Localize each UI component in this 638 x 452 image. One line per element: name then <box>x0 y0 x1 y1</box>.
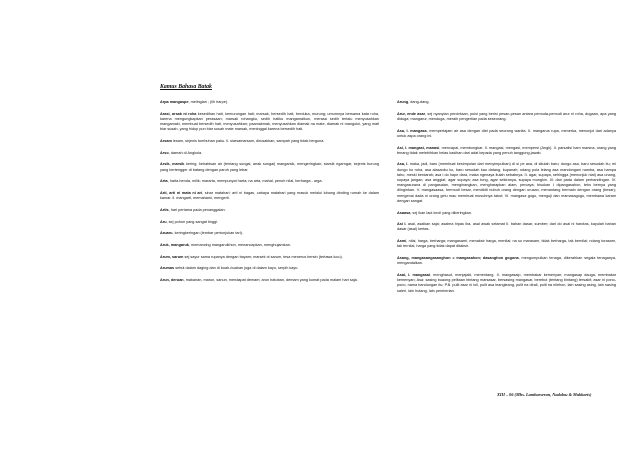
entry-definition: kering, kehabisan air (tentang sungai, anak sungai) mangarsik, mengeringkan; siarsik ngarngar, sejenis burung yang bertengger di batang dengan paruh yang lebar. <box>160 162 379 172</box>
entry-headword: Asai, I. mangasai <box>397 272 430 277</box>
entry-headword: Arti, arti ni mata ni ari <box>160 191 203 196</box>
dictionary-entry <box>397 222 616 232</box>
dictionary-entry <box>397 112 616 122</box>
entry-definition: , sej nyanyian percintaan, puisi yang berisi pesan-pesan antara pemuda-pemudi arur ni roha, dugaan, apa yang diduga; mangarur, menduga, meraih pengertian pada seseorang. <box>397 111 616 121</box>
entry-definition: , keringkeringan (lembar pertunjukan tari). <box>172 231 243 236</box>
dictionary-entry <box>397 129 616 139</box>
entry-definition: , harta benda, milik; mararta, mempunyai harta; na arta, mahal, penuh nilai, berharga - arga. <box>167 179 323 184</box>
entry-headword: Arumas <box>160 266 175 271</box>
entry-headword: Arsik, marsik <box>160 162 185 167</box>
entry-headword: Arun, deruan <box>160 278 184 283</box>
entry-definition: kesedihan hati, kemurungan hati; marsak, bersedih hati, berduka, murung; umumnya bersama kata roha, karena mengungkapkan perasaan; marsak rohangku, sedih hatiku mangamalkon, merasa sedih terlalu menyusahkan mangamaki, membuat bersedih hati, menyusahkan; paamakmak, menyusahkan diamak na mate, diamak ni mangoloi, yang mati biar susah, yang hidup pun biar susah mate marsak, meninggal karena bersedih hati. <box>160 111 379 132</box>
entry-definition: , hari pertama pada penanggalan. <box>168 207 226 212</box>
entry-headword: Aruk, mangaruk <box>160 243 189 248</box>
entry-definition: , menghasut, menjajaki, menentang. II. mangasaip, membakar kemenyan; mangasap dauga, membakar kemenyan; Asa: sasing buaong pelitaan bintang marsasar, bersasing mangasar, berebut (tentang bintang) tersakit; asar ni pono-pono, nama bandungan itu; P.B. pulit asar ni loli, pulit asa leangleang, pulit na dirali, pulit na nilehon, lain sasing asing, lain sasing saleri, lain hutang, lain pemberian. <box>397 272 616 293</box>
document-footer: XIII – 06 (Mhs. Lamharseran, Nadalou & Makkaris) <box>497 392 592 397</box>
dictionary-entry <box>160 139 379 144</box>
entry-definition: , makanan, marun, sanun, mendapat demam; arun hatoban, demam yang kumat pada malam hari saja. <box>183 278 358 283</box>
dictionary-entry <box>397 100 616 105</box>
dictionary-entry <box>160 179 379 184</box>
dictionary-entry <box>160 243 379 248</box>
entry-definition: , nilai, harga, berharga; mangasami, menaksir harga, menilai; na so marasam, tidak berharga, tak bernilai; ndang torasam, tak ternilai, harga yang tidak dapat ditaksir. <box>397 239 616 249</box>
entry-definition: , sinar matahari; arti ni bagas, cahaya matahari yang masuk melalui lobang dinding rumah ke dalam kamar. ll. mangarti, memahami, mengerti. <box>160 191 379 201</box>
entry-headword: Asang, mangasangasanghon = mangasahon; dasanghon gogona <box>397 256 519 261</box>
entry-headword: Arung <box>397 100 409 104</box>
entry-definition: , mengumpulkan tenaga, dikerahkan segala tenaganya, mengandalkan. <box>397 256 616 266</box>
entry-headword: Arur, ende asar <box>397 111 426 116</box>
entry-definition: , sej pohon yang sangat tinggi. <box>166 219 219 224</box>
entry-headword: Arasi, arsak ni roha <box>160 111 197 116</box>
dictionary-entry <box>160 100 379 105</box>
dictionary-entry <box>397 273 616 294</box>
entry-headword: Arsam <box>160 139 172 144</box>
dictionary-entry <box>160 151 379 156</box>
entry-definition: sej sayur sama rupanya dengan bayam; marsek ni sarum, tesa menerus bersin (tertawa lucu). <box>183 254 343 259</box>
dictionary-entry <box>160 208 379 213</box>
entry-definition: , daerah di Angkola. <box>168 150 203 155</box>
dictionary-entry <box>160 191 379 201</box>
dictionary-entry <box>160 231 379 236</box>
entry-definition: lesam, sejenis tumbuhan paku. ll. siarsamarsam, dirusakkan, sampah yang tidak berguna. <box>171 139 325 144</box>
entry-headword: Asa, I. <box>397 162 409 167</box>
entry-headword: Aru <box>160 219 167 224</box>
dictionary-entry <box>160 278 379 283</box>
right-column <box>397 100 616 300</box>
entry-definition: , dang-dang. <box>408 100 430 104</box>
dictionary-entry <box>397 256 616 266</box>
entry-headword: Asaasa <box>397 210 411 215</box>
entry-headword: Arso <box>160 150 169 155</box>
entry-definition: asal, asalkan saja; asalma hipas iba, asal awak selamat II. bahan dasar, sumber; dari do asal ni harotas, kayulah bahan dasar (asal) kertas. <box>397 222 616 232</box>
dictionary-entry <box>397 146 616 156</box>
dictionary-entry <box>160 220 379 225</box>
dictionary-entry <box>160 266 379 271</box>
entry-definition: , melinglan ; (lih harpe). <box>188 100 229 104</box>
dictionary-entry <box>160 255 379 260</box>
dictionary-entry <box>397 211 616 216</box>
entry-headword: Aruaru <box>160 231 173 236</box>
entry-headword: Asi I. <box>397 222 407 227</box>
entry-headword: Asmi <box>397 239 407 244</box>
entry-definition: , mempertajam air asa dengan diet pada seorang wanita. II. mangarus rupa, menerka, menonjol dari adanya untuk aspa orang ini. <box>397 128 616 138</box>
entry-definition: , sej ikan laut kecil yang dikeringkan. <box>410 210 472 215</box>
dictionary-entry <box>397 239 616 249</box>
entry-headword: Artis <box>160 207 169 212</box>
entry-definition: , memancing mangaruikhon, menancapkan, menghujamkan. <box>188 243 291 248</box>
document-title: Kamus Bahasa Batak <box>160 84 212 90</box>
entry-headword: Arta <box>160 179 168 184</box>
dictionary-entry <box>397 162 616 204</box>
dictionary-entry <box>160 162 379 172</box>
entry-definition: maka, jadi, baru (membuat kesimpulan dari menyimpulkan) di si pe asa, di situlah baru; dungo asa, baru sesudah itu; mi dungo ko roha, asa alasanku ko, baru sesudah kau datang, kupanah; ndang pola lelang asa mandongani namba, asa hampa tahu, meski berdarah; asa i do hape dara, maka ngenaya itulah sebabnya. II. agar, supaya, sehingga (menunjuk niat) asa unang, supaya jangan; asa anggiat, agar supaya; asa tung, agar sekiranya, supaya mungkin. III. dan pada dalam perbandingan. IV. mangasurana di pangasaian, menginangkan, mengharapkan alam, percaya; bisukan I dipangasahon, teks bernya yang diinginkan. V. mangasaasa, bermudi besar, mendidit nubuh orang dengan urusan, menantang bermain dengan orang (besar); mengenai dada ni orang gelu mau membuat musuhnya takut; VI. mangasa gogo, menguji dan mamasagogo, membawa karam dengan sangat. <box>397 162 617 203</box>
entry-definition: , mencapai, membongkar. II. mangasi, mengasi, mempersi (Angk). II. parsalisi ham marsna, orang yang tenang tidak melebihkan belas kasihan dari adat kepada yang penuh tanggung jawab. <box>397 145 616 155</box>
left-column <box>160 100 379 290</box>
entry-headword: Asi, I. mangasi, manasi <box>397 145 440 150</box>
entry-headword: Arum, sarum <box>160 254 184 259</box>
entry-definition: sebut dalam daging dan di buah-buahan juga di dalam kayu, serpih kayu. <box>174 266 299 271</box>
dictionary-entry <box>160 112 379 133</box>
entry-headword: Arpa mangaspe <box>160 100 189 104</box>
entry-headword: Asa, I. mangasa <box>397 128 427 133</box>
